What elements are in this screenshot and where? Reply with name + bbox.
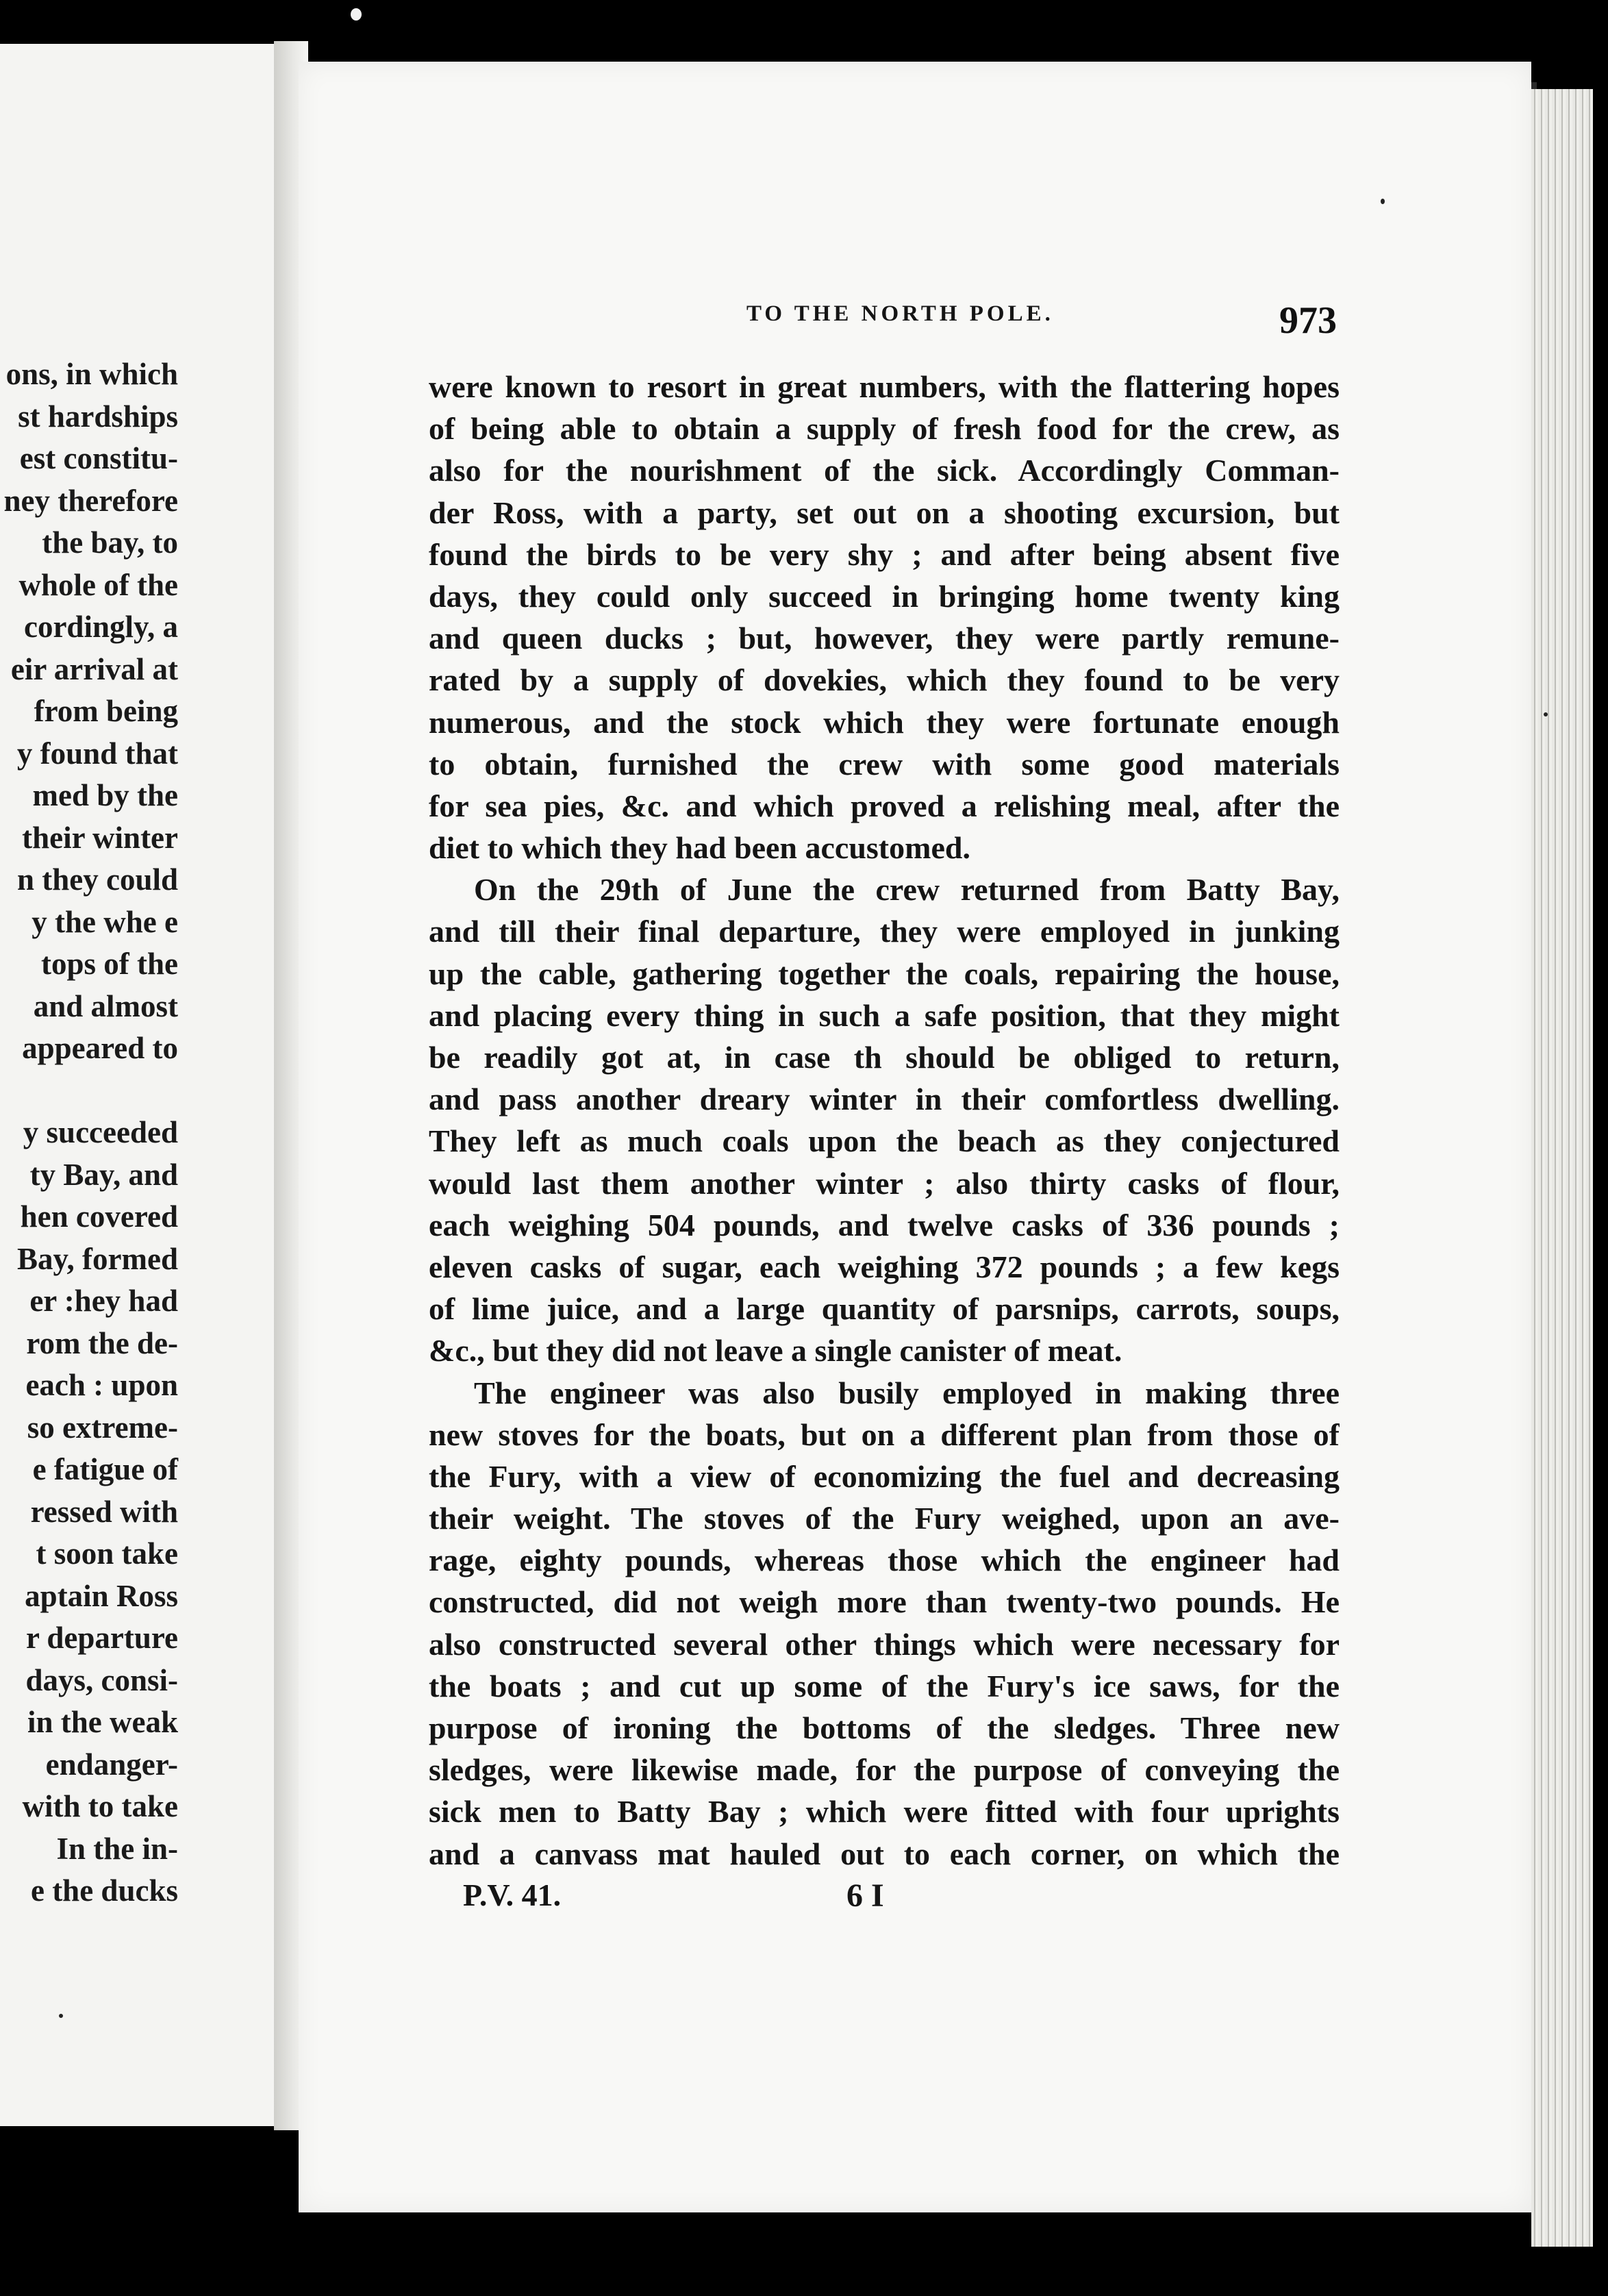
left-line: er :hey had <box>29 1284 178 1318</box>
left-line: med by the <box>32 778 178 812</box>
text-line: new stoves for the boats, but on a different plan from those of <box>429 1417 1340 1452</box>
left-line: each : upon <box>25 1368 178 1402</box>
text-line: and placing every thing in such a safe position, that they might <box>429 997 1340 1033</box>
left-line: rom the de- <box>26 1325 178 1360</box>
left-line: eir arrival at <box>10 651 178 686</box>
left-line: so extreme- <box>27 1410 178 1445</box>
text-line: found the birds to be very shy ; and after being absent five <box>429 536 1340 572</box>
left-line: r departure <box>25 1621 178 1655</box>
text-line: to obtain, furnished the crew with some good materials <box>429 746 1340 782</box>
left-line: days, consi- <box>25 1662 178 1697</box>
left-line: whole of the <box>18 567 178 602</box>
left-line: ressed with <box>30 1494 178 1529</box>
left-line: appeared to <box>22 1031 178 1065</box>
left-line: cordingly, a <box>23 610 178 644</box>
text-line: the boats ; and cut up some of the Fury's ice saws, for the <box>429 1668 1340 1704</box>
signature-mark: P.V. 41. <box>463 1877 562 1912</box>
left-line: in the weak <box>27 1705 178 1739</box>
text-line: &c., but they did not leave a single canister of meat. <box>429 1333 1122 1369</box>
left-line: n they could <box>16 862 178 897</box>
scan-speck <box>1544 712 1548 716</box>
text-line: and queen ducks ; but, however, they were partly remune- <box>429 621 1340 656</box>
text-line: purpose of ironing the bottoms of the sledges. Three new <box>429 1710 1340 1745</box>
page-block-edges <box>1531 89 1593 2247</box>
left-page <box>0 44 278 2126</box>
text-line: the Fury, with a view of economizing the fuel and decreasing <box>429 1458 1340 1494</box>
text-line: and till their final departure, they were employed in junking <box>429 914 1340 949</box>
text-line: each weighing 504 pounds, and twelve casks of 336 pounds ; <box>429 1207 1340 1243</box>
text-line: constructed, did not weigh more than twenty-two pounds. He <box>429 1584 1340 1620</box>
text-line: and pass another dreary winter in their comfortless dwelling. <box>429 1082 1340 1117</box>
text-line: also for the nourishment of the sick. Accordingly Comman- <box>429 453 1340 488</box>
left-line: aptain Ross <box>25 1578 178 1613</box>
left-line: y the whe e <box>32 904 178 939</box>
text-line: would last them another winter ; also thirty casks of flour, <box>429 1165 1340 1201</box>
left-line: and almost <box>33 988 178 1023</box>
text-line: of being able to obtain a supply of fresh food for the crew, as <box>429 411 1340 447</box>
text-line: were known to resort in great numbers, with the flattering hopes <box>429 369 1340 404</box>
gathering-mark: 6 I <box>846 1877 884 1914</box>
left-line: In the in- <box>56 1831 178 1866</box>
text-line: of lime juice, and a large quantity of parsnips, carrots, soups, <box>429 1291 1340 1327</box>
paragraph-start-line: The engineer was also busily employed in making three <box>474 1375 1340 1410</box>
left-line: ney therefore <box>3 483 178 518</box>
left-line: e fatigue of <box>32 1452 178 1486</box>
text-line: der Ross, with a party, set out on a shooting excursion, but <box>429 495 1340 530</box>
text-line: also constructed several other things which were necessary for <box>429 1626 1340 1662</box>
left-line: endanger- <box>45 1747 178 1782</box>
left-line: the bay, to <box>42 525 178 560</box>
left-line: hen covered <box>20 1199 178 1234</box>
text-line: eleven casks of sugar, each weighing 372 pounds ; a few kegs <box>429 1249 1340 1284</box>
left-line: t soon take <box>36 1536 178 1571</box>
text-line: up the cable, gathering together the coals, repairing the house, <box>429 956 1340 991</box>
left-line: their winter <box>22 820 178 855</box>
text-line: sledges, were likewise made, for the purpose of conveying the <box>429 1752 1340 1788</box>
left-line: from being <box>34 694 178 728</box>
left-line <box>4 1070 179 1112</box>
left-line: st hardships <box>18 399 178 434</box>
running-head: TO THE NORTH POLE. <box>746 301 1054 326</box>
text-line: diet to which they had been accustomed. <box>429 830 970 866</box>
left-line: with to take <box>22 1789 178 1823</box>
left-line: ty Bay, and <box>29 1157 178 1192</box>
scan-speck <box>59 2014 63 2018</box>
text-line: sick men to Batty Bay ; which were fitted with four uprights <box>429 1794 1340 1830</box>
text-line: for sea pies, &c. and which proved a relishing meal, after the <box>429 788 1340 823</box>
paragraph-start-line: On the 29th of June the crew returned from Batty Bay, <box>474 872 1340 908</box>
body-text <box>429 366 1340 1875</box>
left-line: Bay, formed <box>17 1241 178 1276</box>
left-line: ons, in which <box>5 357 178 391</box>
text-line: rage, eighty pounds, whereas those which the engineer had <box>429 1543 1340 1578</box>
text-line: be readily got at, in case th should be obliged to return, <box>429 1040 1340 1075</box>
scan-speck <box>1381 199 1385 204</box>
left-page-text <box>4 353 179 1912</box>
left-line: tops of the <box>41 947 178 981</box>
left-line: e the ducks <box>30 1873 178 1908</box>
left-line: y succeeded <box>23 1115 178 1149</box>
text-line: days, they could only succeed in bringing home twenty king <box>429 578 1340 614</box>
left-line: est constitu- <box>19 441 178 475</box>
text-line: rated by a supply of dovekies, which they found to be very <box>429 662 1340 698</box>
left-line: y found that <box>16 736 178 771</box>
scan-speck <box>351 8 362 21</box>
text-line: They left as much coals upon the beach as they conjectured <box>429 1123 1340 1159</box>
text-line: and a canvass mat hauled out to each corner, on which the <box>429 1836 1340 1871</box>
page-number: 973 <box>1279 299 1337 342</box>
text-line: numerous, and the stock which they were fortunate enough <box>429 704 1340 740</box>
text-line: their weight. The stoves of the Fury weighed, upon an ave- <box>429 1501 1340 1536</box>
